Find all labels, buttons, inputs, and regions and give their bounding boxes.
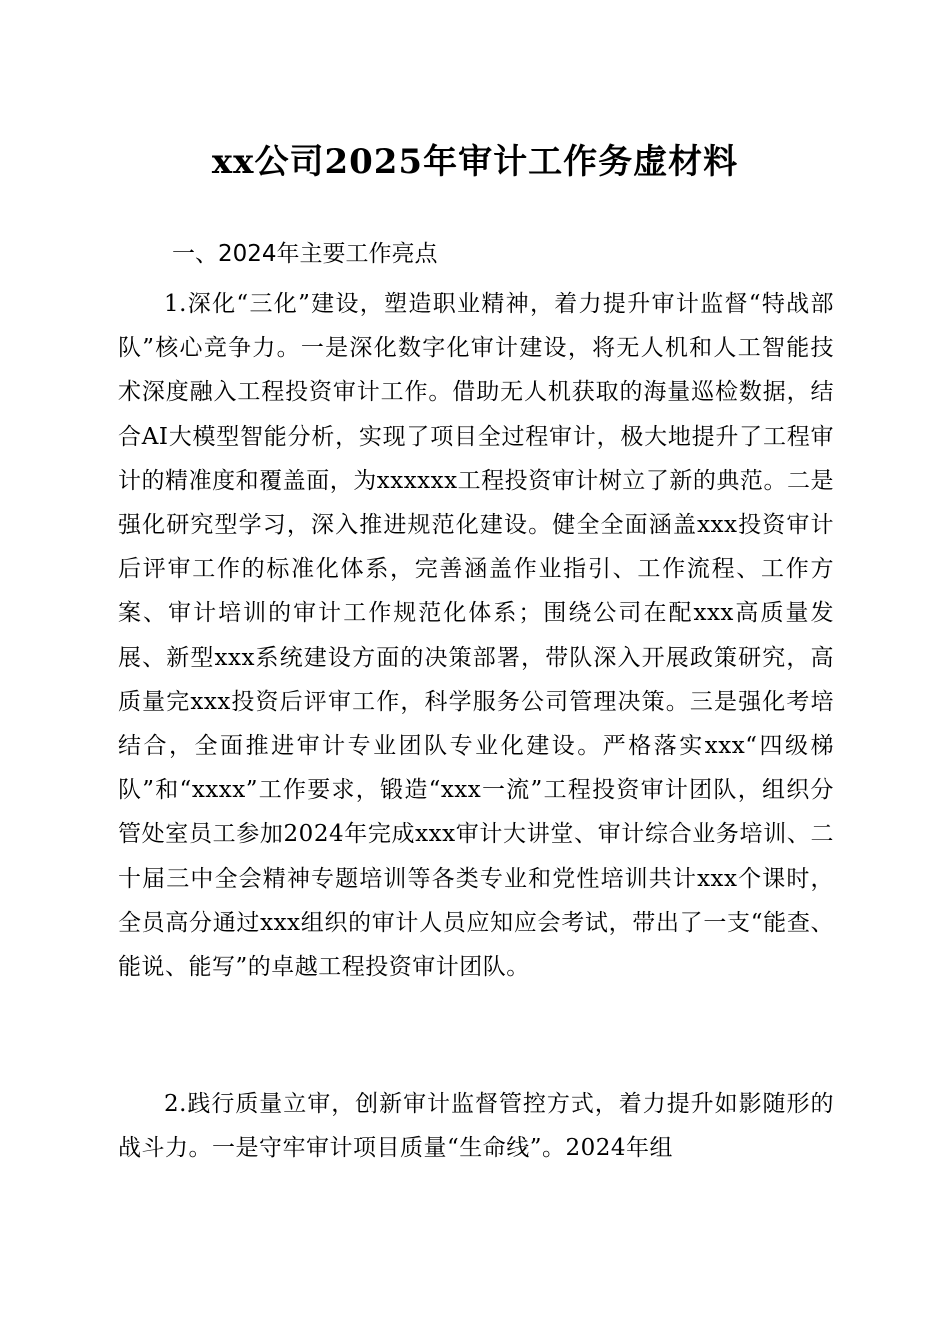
paragraph-2: 2.践行质量立审，创新审计监督管控方式，着力提升如影随形的战斗力。一是守牢审计项目质量“生命线”。2024年组 [118, 1091, 834, 1162]
document-title: xx公司2025年审计工作务虚材料 [211, 142, 739, 182]
paragraph-1: 1.深化“三化”建设，塑造职业精神，着力提升审计监督“特战部队”核心竞争力。一是深化数字化审计建设，将无人机和人工智能技术深度融入工程投资审计工作。借助无人机获取的海量巡检数据，结合AI大模型智能分析，实现了项目全过程审计，极大地提升了工程审计的精准度和覆盖面，为xxxxxx工程投资审计树立了新的典范。二是强化研究型学习，深入推进规范化建设。健全全面涵盖xxx投资审计后评审工作的标准化体系，完善涵盖作业指引、工作流程、工作方案、审计培训的审计工作规范化体系；围绕公司在配xxx高质量发展、新型xxx系统建设方面的决策部署，带队深入开展政策研究，高质量完xxx投资后评审工作，科学服务公司管理决策。三是强化考培结合，全面推进审计专业团队专业化建设。严格落实xxx“四级梯队”和“xxxx”工作要求，锻造“xxx一流”工程投资审计团队，组织分管处室员工参加2024年完成xxx审计大讲堂、审计综合业务培训、二十届三中全会精神专题培训等各类专业和党性培训共计xxx个课时，全员高分通过xxx组织的审计人员应知应会考试，带出了一支“能查、能说、能写”的卓越工程投资审计团队。 [118, 291, 834, 981]
section-heading: 一、2024年主要工作亮点 [172, 241, 438, 267]
